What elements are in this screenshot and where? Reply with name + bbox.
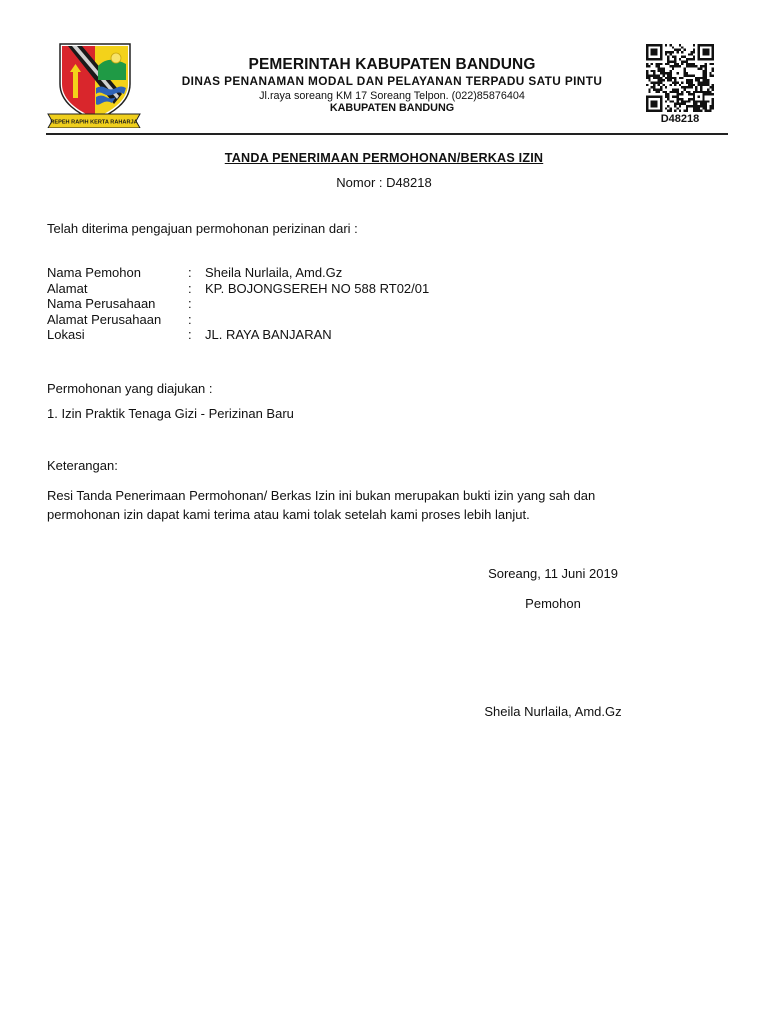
request-heading: Permohonan yang diajukan : — [47, 381, 213, 396]
document-number — [0, 175, 768, 190]
document-number-label: Nomor — [336, 175, 376, 190]
government-name: PEMERINTAH KABUPATEN BANDUNG — [248, 56, 536, 73]
document-number-value: D48218 — [386, 175, 432, 190]
note-text — [47, 486, 687, 524]
signature-role: Pemohon — [525, 596, 581, 611]
field-value: Sheila Nurlaila, Amd.Gz — [205, 265, 343, 280]
field-value: JL. RAYA BANJARAN — [205, 327, 332, 342]
logo-motto: REPEH RAPIH KERTA RAHARJA — [50, 119, 138, 126]
field-label: Lokasi — [47, 327, 85, 342]
department-name: DINAS PENANAMAN MODAL DAN PELAYANAN TERPADU SATU PINTU — [181, 74, 603, 88]
field-separator: : — [188, 327, 192, 342]
note-line: permohonan izin dapat kami terima atau kami tolak setelah kami proses lebih lanjut. — [47, 507, 530, 522]
request-item: 1. Izin Praktik Tenaga Gizi - Perizinan Baru — [47, 406, 294, 421]
signature-place-date: Soreang, 11 Juni 2019 — [488, 566, 618, 581]
field-separator: : — [188, 265, 192, 280]
note-line: Resi Tanda Penerimaan Permohonan/ Berkas Izin ini bukan merupakan bukti izin yang sah dan — [47, 488, 596, 503]
field-label: Alamat Perusahaan — [47, 312, 162, 327]
region-name: KABUPATEN BANDUNG — [329, 102, 455, 114]
intro-text: Telah diterima pengajuan permohonan perizinan dari : — [47, 221, 358, 236]
note-heading: Keterangan: — [47, 458, 118, 473]
field-value: KP. BOJONGSEREH NO 588 RT02/01 — [205, 281, 430, 296]
document-title: TANDA PENERIMAAN PERMOHONAN/BERKAS IZIN — [224, 151, 544, 165]
qr-code-icon — [646, 44, 714, 112]
field-separator: : — [188, 312, 192, 327]
field-label: Nama Pemohon — [47, 265, 141, 280]
qr-code-label: D48218 — [660, 113, 700, 125]
field-separator: : — [188, 296, 192, 311]
field-label: Alamat — [47, 281, 88, 296]
regency-shield-icon — [46, 42, 142, 128]
document-number-separator: : — [375, 175, 387, 190]
header-divider — [46, 133, 728, 135]
office-address: Jl.raya soreang KM 17 Soreang Telpon. (022)85876404 — [259, 90, 525, 102]
field-label: Nama Perusahaan — [47, 296, 156, 311]
signature-name: Sheila Nurlaila, Amd.Gz — [484, 704, 622, 719]
field-separator: : — [188, 281, 192, 296]
bandung-regency-logo — [46, 42, 142, 128]
